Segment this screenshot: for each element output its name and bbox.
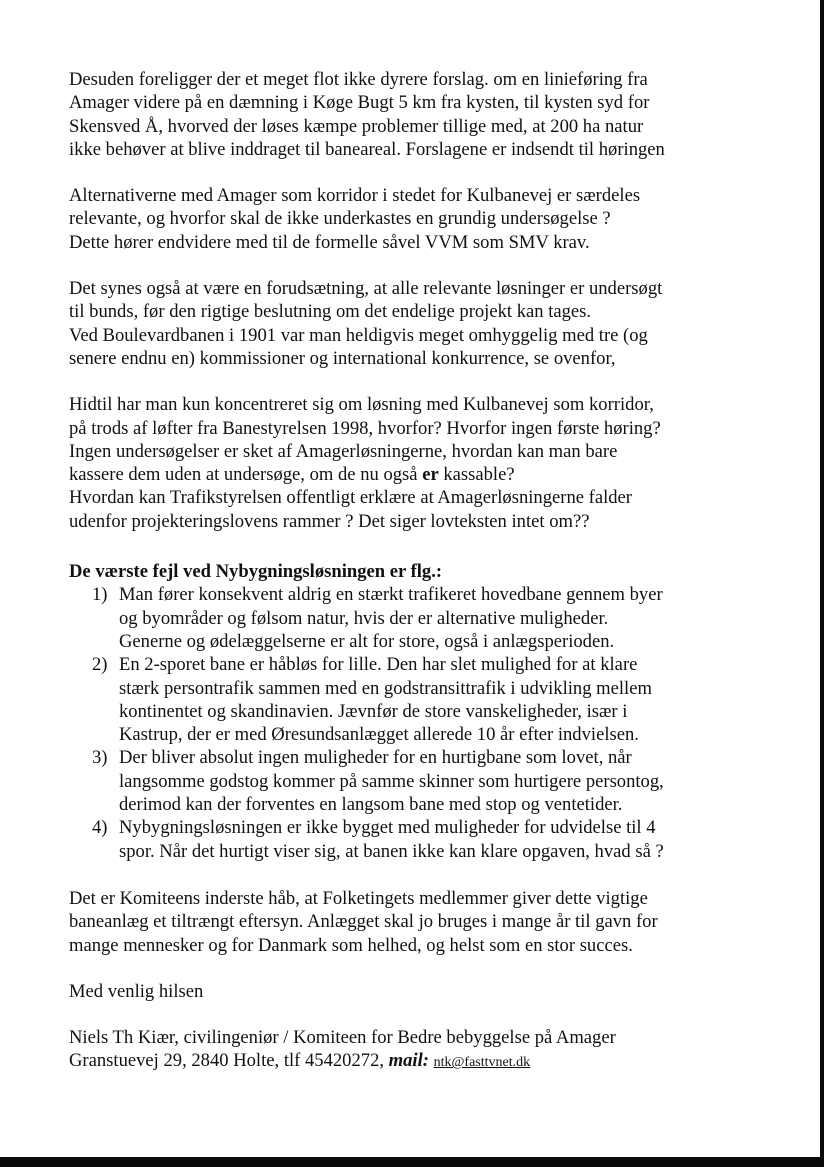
text-line: kontinentet og skandinavien. Jævnfør de store vanskeligheder, især i — [119, 700, 628, 722]
text-line: Desuden foreligger der et meget flot ikke dyrere forslag. om en linieføring fra — [69, 69, 648, 90]
faults-list — [69, 583, 769, 863]
text-line: Hidtil har man kun koncentreret sig om løsning med Kulbanevej som korridor, — [69, 394, 654, 416]
document-page — [69, 68, 769, 1098]
paragraph-prerequisite — [69, 277, 769, 370]
text-line: relevante, og hvorfor skal de ikke underkastes en grundig undersøgelse ? — [69, 208, 611, 230]
text-line: Man fører konsekvent aldrig en stærkt trafikeret hovedbane gennem byer — [119, 584, 663, 606]
list-item — [69, 583, 769, 653]
text-line: Kastrup, der er med Øresundsanlægget allerede 10 år efter indvielsen. — [119, 724, 639, 746]
text-line: Ingen undersøgelser er sket af Amagerløsningerne, hvordan kan man bare — [69, 440, 618, 462]
text-line: Det synes også at være en forudsætning, at alle relevante løsninger er undersøgt — [69, 278, 663, 300]
text-line: Dette hører endvidere med til de formelle såvel VVM som SMV krav. — [69, 231, 590, 253]
signature-block — [69, 1026, 769, 1075]
signature-name: Niels Th Kiær, civilingeniør / Komiteen for Bedre bebyggelse på Amager — [69, 1027, 616, 1049]
text-line: mange mennesker og for Danmark som helhed, og helst som en stor succes. — [69, 934, 633, 956]
text-line: Det er Komiteens inderste håb, at Folketingets medlemmer giver dette vigtige — [69, 887, 648, 909]
paragraph-amager-proposal — [69, 68, 769, 161]
paragraph-kulbanevej — [69, 393, 769, 533]
text-line: senere endnu en) kommissioner og international konkurrence, se ovenfor, — [69, 347, 616, 369]
text-line: spor. Når det hurtigt viser sig, at banen ikke kan klare opgaven, hvad så ? — [119, 840, 664, 862]
address-text: Granstuevej 29, 2840 Holte, tlf 45420272, — [69, 1050, 389, 1072]
text-line: og byområder og følsom natur, hvis der er alternative muligheder. — [119, 607, 609, 629]
faults-heading: De værste fejl ved Nybygningsløsningen er flg.: — [69, 561, 443, 583]
text-line: langsomme godstog kommer på samme skinner som hurtigere persontog, — [119, 770, 664, 792]
text-line: Ved Boulevardbanen i 1901 var man heldigvis meget omhyggelig med tre (og — [69, 324, 648, 346]
emphasis-text: er — [422, 464, 439, 486]
list-item — [69, 746, 769, 816]
text-line: baneanlæg et tiltrængt eftersyn. Anlægget skal jo bruges i mange år til gavn for — [69, 911, 658, 933]
text-line: Skensved Å, hvorved der løses kæmpe problemer tillige med, at 200 ha natur — [69, 115, 644, 137]
closing-greeting: Med venlig hilsen — [69, 980, 204, 1002]
mail-label: mail: — [388, 1050, 429, 1072]
text-line: til bunds, før den rigtige beslutning om det endelige projekt kan tages. — [69, 301, 592, 323]
text-line: Amager videre på en dæmning i Køge Bugt 5 km fra kysten, til kysten syd for — [69, 92, 650, 114]
text-line: En 2-sporet bane er håbløs for lille. Den har slet mulighed for at klare — [119, 654, 638, 676]
list-number: 3) — [92, 747, 108, 769]
scan-edge-bottom — [0, 1157, 824, 1167]
list-number: 2) — [92, 654, 108, 676]
scan-edge-right — [820, 0, 824, 1167]
text-line: Generne og ødelæggelserne er alt for store, også i anlægsperioden. — [119, 630, 615, 652]
text-line: ikke behøver at blive inddraget til baneareal. Forslagene er indsendt til høringen — [69, 138, 665, 160]
email-link[interactable]: ntk@fasttvnet.dk — [433, 1055, 531, 1071]
text-line: derimod kan der forventes en langsom bane med stop og ventetider. — [119, 794, 623, 816]
text-fragment: kassable? — [438, 464, 515, 486]
text-line: Alternativerne med Amager som korridor i stedet for Kulbanevej er særdeles — [69, 185, 641, 207]
text-line: udenfor projekteringslovens rammer ? Det siger lovteksten intet om?? — [69, 510, 590, 532]
paragraph-alternatives — [69, 184, 769, 254]
list-item — [69, 653, 769, 746]
text-line: Nybygningsløsningen er ikke bygget med muligheder for udvidelse til 4 — [119, 817, 656, 839]
text-line: Hvordan kan Trafikstyrelsen offentligt erklære at Amagerløsningerne falder — [69, 487, 632, 509]
text-line: på trods af løfter fra Banestyrelsen 1998, hvorfor? Hvorfor ingen første høring? — [69, 417, 661, 439]
text-line: Der bliver absolut ingen muligheder for en hurtigbane som lovet, når — [119, 747, 632, 769]
paragraph-committee-hope — [69, 887, 769, 957]
text-line — [69, 463, 769, 486]
text-fragment: kassere dem uden at undersøge, om de nu også — [69, 464, 423, 486]
list-number: 1) — [92, 584, 108, 606]
list-item — [69, 816, 769, 863]
list-number: 4) — [92, 817, 108, 839]
signature-address — [69, 1049, 769, 1074]
text-line: stærk persontrafik sammen med en godstransittrafik i udvikling mellem — [119, 677, 652, 699]
